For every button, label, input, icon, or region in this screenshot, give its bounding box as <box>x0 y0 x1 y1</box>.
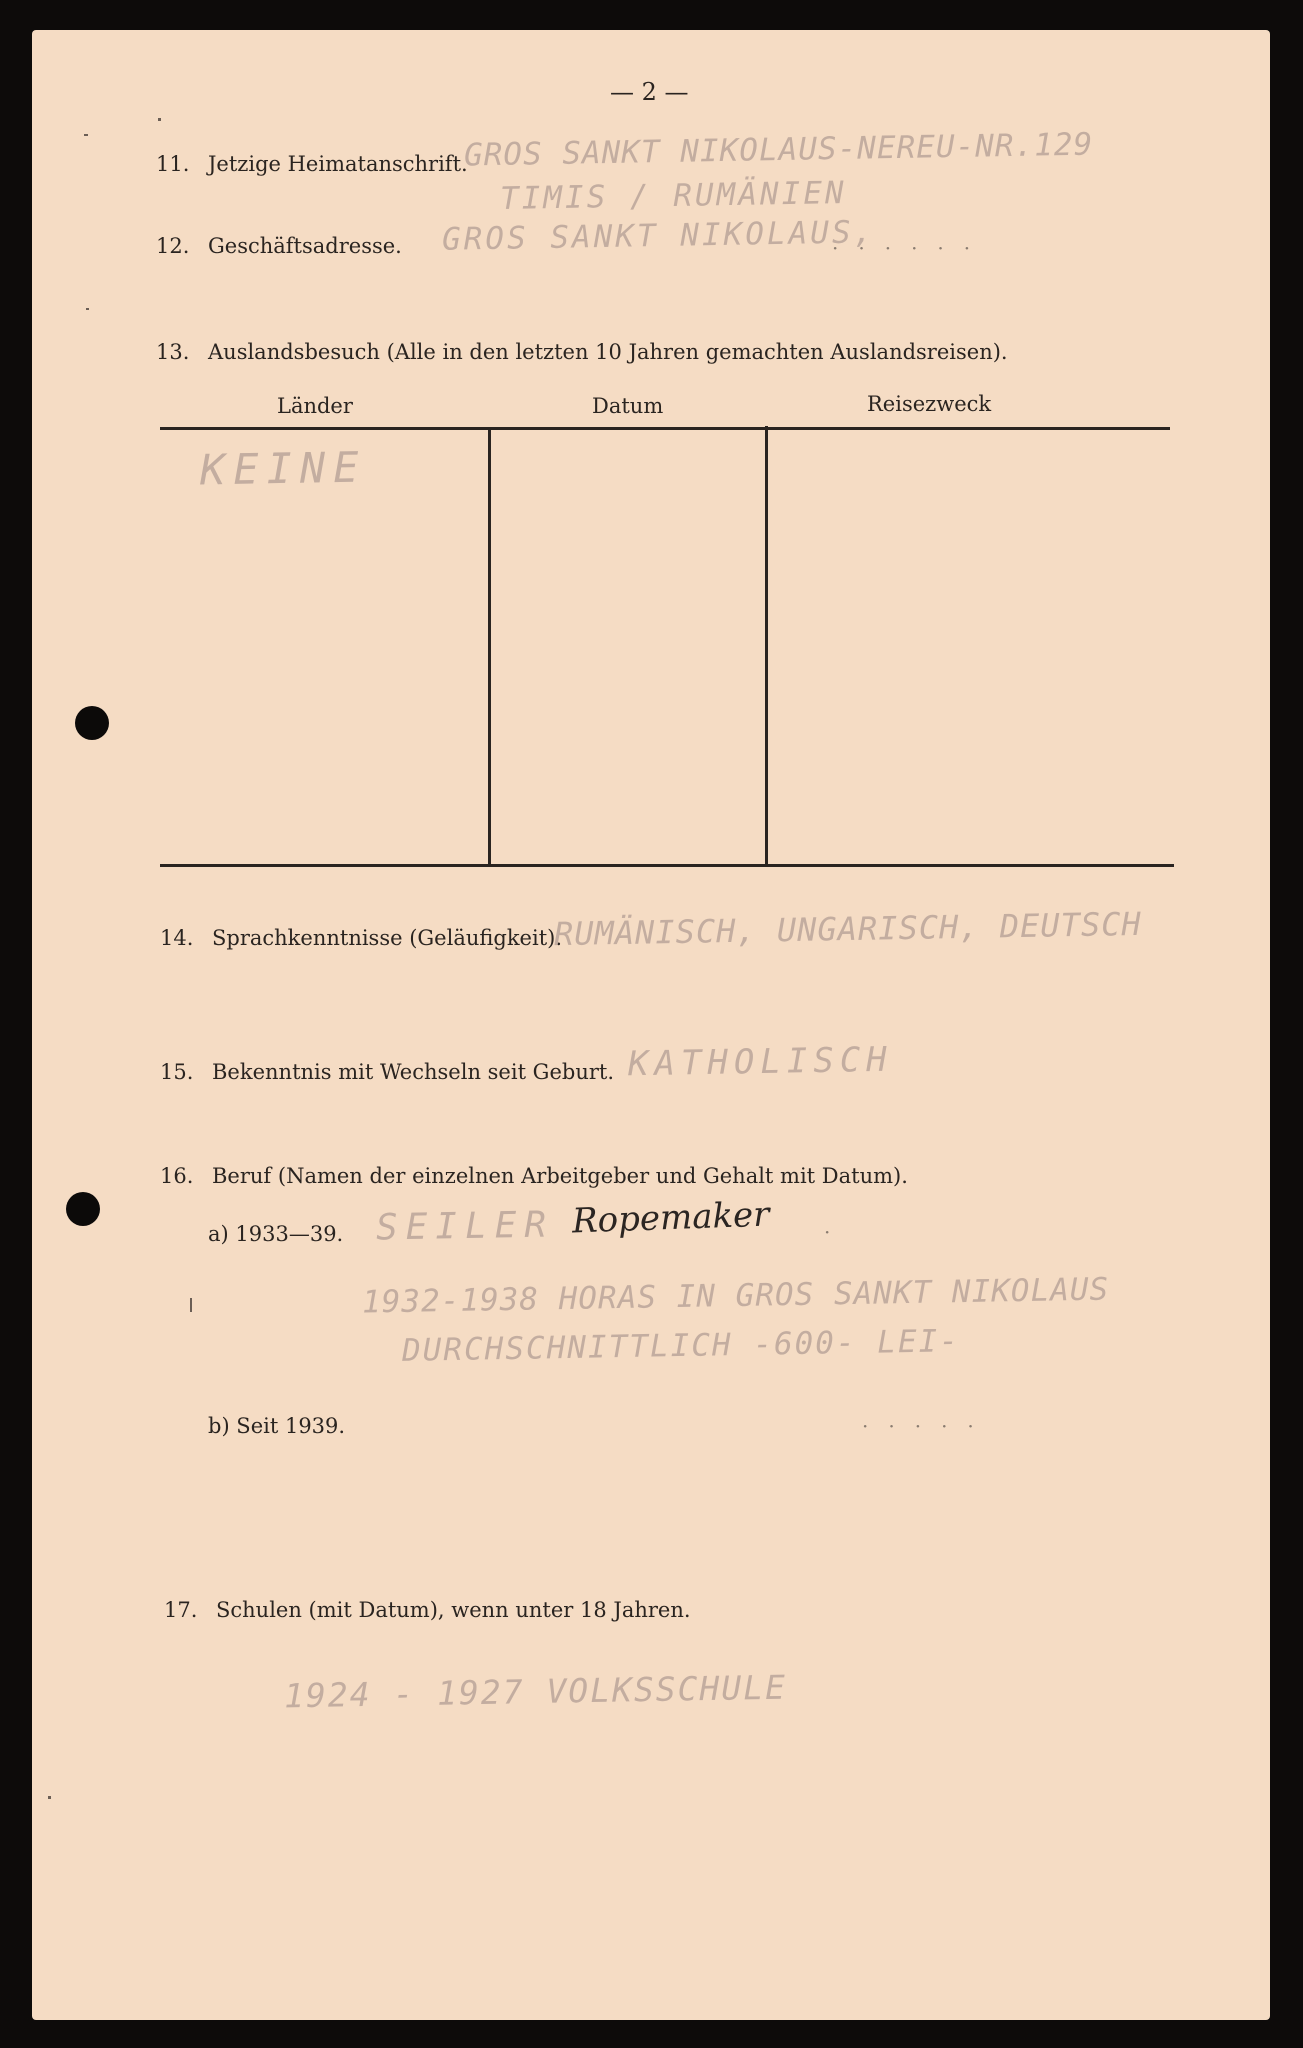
item-12-answer: GROS SANKT NIKOLAUS, <box>441 214 876 258</box>
paper-mark <box>84 134 88 136</box>
table-column-divider-1 <box>488 428 491 866</box>
paper-mark <box>48 1796 51 1799</box>
table-header-laender: Länder <box>277 394 353 418</box>
item-16-number: 16. <box>160 1164 194 1188</box>
paper-mark <box>86 308 89 310</box>
item-11-label: Jetzige Heimatanschrift. <box>208 152 468 176</box>
item-13-answer: KEINE <box>199 442 367 495</box>
item-12 <box>156 234 402 258</box>
paper-mark <box>190 1298 192 1312</box>
table-header-datum: Datum <box>592 394 664 418</box>
punch-hole-top <box>75 706 109 740</box>
item-15 <box>160 1060 614 1084</box>
item-16b-label: b) Seit 1939. <box>208 1414 346 1438</box>
item-11-answer-line2: TIMIS / RUMÄNIEN <box>499 174 847 218</box>
item-15-answer: KATHOLISCH <box>627 1039 894 1085</box>
item-17-label: Schulen (mit Datum), wenn unter 18 Jahren. <box>216 1598 691 1622</box>
item-16a-dotted-end: · <box>824 1220 851 1244</box>
item-16a-answer-line2: 1932-1938 HORAS IN GROS SANKT NIKOLAUS <box>361 1271 1110 1321</box>
item-16 <box>160 1164 908 1188</box>
item-13 <box>156 340 1008 364</box>
form-page <box>32 30 1270 2020</box>
item-14-number: 14. <box>160 926 194 950</box>
item-14 <box>160 926 562 950</box>
item-11-answer-line1: GROS SANKT NIKOLAUS-NEREU-NR.129 <box>463 126 1094 174</box>
item-14-answer: RUMÄNISCH, UNGARISCH, DEUTSCH <box>553 904 1142 954</box>
item-16a-label: a) 1933—39. <box>208 1222 344 1246</box>
item-13-label: Auslandsbesuch (Alle in den letzten 10 Jahren gemachten Auslandsreisen). <box>208 340 1008 364</box>
paper-mark <box>158 118 161 121</box>
punch-hole-bottom <box>66 1192 100 1226</box>
item-15-label: Bekenntnis mit Wechseln seit Geburt. <box>212 1060 615 1084</box>
item-12-label: Geschäftsadresse. <box>208 234 402 258</box>
item-16a-ink-annotation: Ropemaker <box>571 1194 771 1242</box>
item-11-number: 11. <box>156 152 190 176</box>
item-12-dotted-line: ······ <box>832 236 991 260</box>
item-16b-dotted-line: ····· <box>862 1414 994 1438</box>
item-16a-answer-line3: DURCHSCHNITTLICH -600- LEI- <box>401 1323 961 1369</box>
item-12-number: 12. <box>156 234 190 258</box>
item-17-number: 17. <box>164 1598 198 1622</box>
item-14-label: Sprachkenntnisse (Geläufigkeit). <box>212 926 562 950</box>
page-number: — 2 — <box>610 78 689 106</box>
table-top-rule <box>160 427 1170 430</box>
table-header-reisezweck: Reisezweck <box>867 392 992 416</box>
item-16-label: Beruf (Namen der einzelnen Arbeitgeber und Gehalt mit Datum). <box>212 1164 908 1188</box>
item-16a-answer: SEILER <box>375 1204 555 1249</box>
item-11 <box>156 152 468 176</box>
item-15-number: 15. <box>160 1060 194 1084</box>
table-bottom-rule <box>160 864 1174 867</box>
item-13-number: 13. <box>156 340 190 364</box>
item-17-answer: 1924 - 1927 VOLKSSCHULE <box>283 1667 788 1716</box>
item-17 <box>164 1598 691 1622</box>
table-column-divider-2 <box>765 426 768 864</box>
